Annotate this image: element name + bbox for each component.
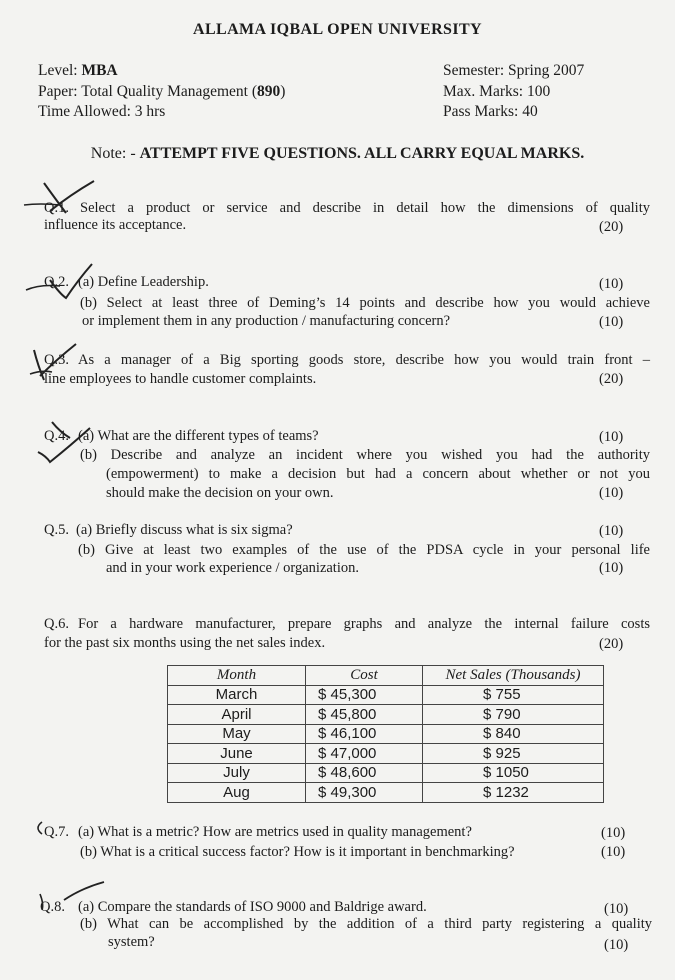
q5-label: Q.5. [44, 522, 69, 538]
q4-label: Q.4. [44, 428, 69, 444]
q7-a-marks: (10) [601, 825, 626, 841]
q5-part-b-line1: (b) Give at least two examples of the use of the PDSA cycle in your personal life [78, 542, 650, 558]
q1-text-line2: influence its acceptance. [44, 217, 187, 233]
column-header-cost: Cost [306, 666, 423, 686]
net-sales-cell: $ 790 [423, 705, 604, 725]
q4-part-b-line1: (b) Describe and analyze an incident where you wished you had the authority [80, 447, 650, 463]
table-row [168, 744, 604, 764]
q8-part-b-line1: (b) What can be accomplished by the addition of a third party registering a quality [80, 916, 652, 932]
column-header-net-sales: Net Sales (Thousands) [423, 666, 604, 686]
month-cell: Aug [168, 783, 306, 803]
cost-cell: $ 47,000 [306, 744, 423, 764]
q2-part-b-line2: or implement them in any production / manufacturing concern? [82, 313, 451, 329]
month-cell: May [168, 724, 306, 744]
cost-cell: $ 46,100 [306, 724, 423, 744]
cost-cell: $ 49,300 [306, 783, 423, 803]
q6-label: Q.6. [44, 616, 69, 632]
column-header-month: Month [168, 666, 306, 686]
university-title: ALLAMA IQBAL OPEN UNIVERSITY [192, 21, 483, 38]
q2-handwritten-tick-mark [20, 258, 110, 303]
net-sales-cell: $ 840 [423, 724, 604, 744]
level-value: MBA [81, 62, 118, 79]
month-cell: June [168, 744, 306, 764]
q3-label: Q.3. [44, 352, 69, 368]
q6-marks: (20) [599, 636, 624, 652]
net-sales-cell: $ 925 [423, 744, 604, 764]
q4-part-a: (a) What are the different types of teams? [78, 428, 319, 444]
q4-a-marks: (10) [599, 429, 624, 445]
q1-marks: (20) [599, 219, 624, 235]
q4-part-b-line2: (empowerment) to make a decision but had a concern about whether or not you [106, 466, 650, 482]
q3-text-line2: line employees to handle customer complaints. [44, 371, 317, 387]
q8-a-marks: (10) [604, 901, 629, 917]
table-row [168, 705, 604, 725]
q8-part-b-line2: system? [108, 934, 155, 950]
month-cell: July [168, 763, 306, 783]
q7-handwritten-mark [28, 818, 58, 838]
max-marks: Max. Marks: 100 [443, 83, 551, 100]
pass-marks: Pass Marks: 40 [443, 103, 538, 120]
q8-b-marks: (10) [604, 937, 629, 953]
internal-failure-cost-table [167, 665, 604, 803]
q8-handwritten-mark [34, 878, 114, 918]
q1-handwritten-cross-mark [20, 175, 110, 225]
table-header-row [168, 666, 604, 686]
q2-part-a: (a) Define Leadership. [78, 274, 209, 290]
net-sales-cell: $ 1232 [423, 783, 604, 803]
month-cell: April [168, 705, 306, 725]
q6-text-line2: for the past six months using the net sales index. [44, 635, 326, 651]
time-allowed: Time Allowed: 3 hrs [38, 103, 166, 120]
q6-text-line1: For a hardware manufacturer, prepare graphs and analyze the internal failure costs [78, 616, 650, 632]
q5-part-a: (a) Briefly discuss what is six sigma? [76, 522, 293, 538]
q7-b-marks: (10) [601, 844, 626, 860]
q7-part-b: (b) What is a critical success factor? How is it important in benchmarking? [80, 844, 515, 860]
q1-label: Q.1. [44, 200, 69, 216]
q3-handwritten-tick-mark [26, 340, 96, 390]
month-cell: March [168, 685, 306, 705]
table-row [168, 783, 604, 803]
q2-b-marks: (10) [599, 314, 624, 330]
cost-cell: $ 45,300 [306, 685, 423, 705]
q7-label: Q.7. [44, 824, 69, 840]
net-sales-cell: $ 755 [423, 685, 604, 705]
cost-cell: $ 45,800 [306, 705, 423, 725]
q5-part-b-line2: and in your work experience / organization. [106, 560, 359, 576]
q8-label: Q.8. [40, 899, 65, 915]
q5-a-marks: (10) [599, 523, 624, 539]
q2-part-b-line1: (b) Select at least three of Deming’s 14 points and describe how you would achieve [80, 295, 650, 311]
q2-label: Q.2. [44, 274, 69, 290]
q3-text-line1: As a manager of a Big sporting goods store, describe how you would train front – [78, 352, 650, 368]
net-sales-cell: $ 1050 [423, 763, 604, 783]
q3-marks: (20) [599, 371, 624, 387]
q4-part-b-line3: should make the decision on your own. [106, 485, 334, 501]
instructions-note: Note: - ATTEMPT FIVE QUESTIONS. ALL CARRY EQUAL MARKS. [90, 145, 585, 162]
semester: Semester: Spring 2007 [443, 62, 585, 79]
q4-handwritten-tick-mark [30, 416, 120, 466]
q1-text-line1: Select a product or service and describe in detail how the dimensions of quality [80, 200, 650, 216]
q8-part-a: (a) Compare the standards of ISO 9000 and Baldrige award. [78, 899, 427, 915]
q5-b-marks: (10) [599, 560, 624, 576]
cost-cell: $ 48,600 [306, 763, 423, 783]
q2-a-marks: (10) [599, 276, 624, 292]
table-row [168, 685, 604, 705]
level-line: Level: MBA [38, 62, 118, 79]
paper-code: 890 [257, 83, 281, 100]
paper-line: Paper: Total Quality Management (890) [38, 83, 286, 100]
q7-part-a: (a) What is a metric? How are metrics used in quality management? [78, 824, 472, 840]
q4-b-marks: (10) [599, 485, 624, 501]
table-row [168, 763, 604, 783]
table-row [168, 724, 604, 744]
